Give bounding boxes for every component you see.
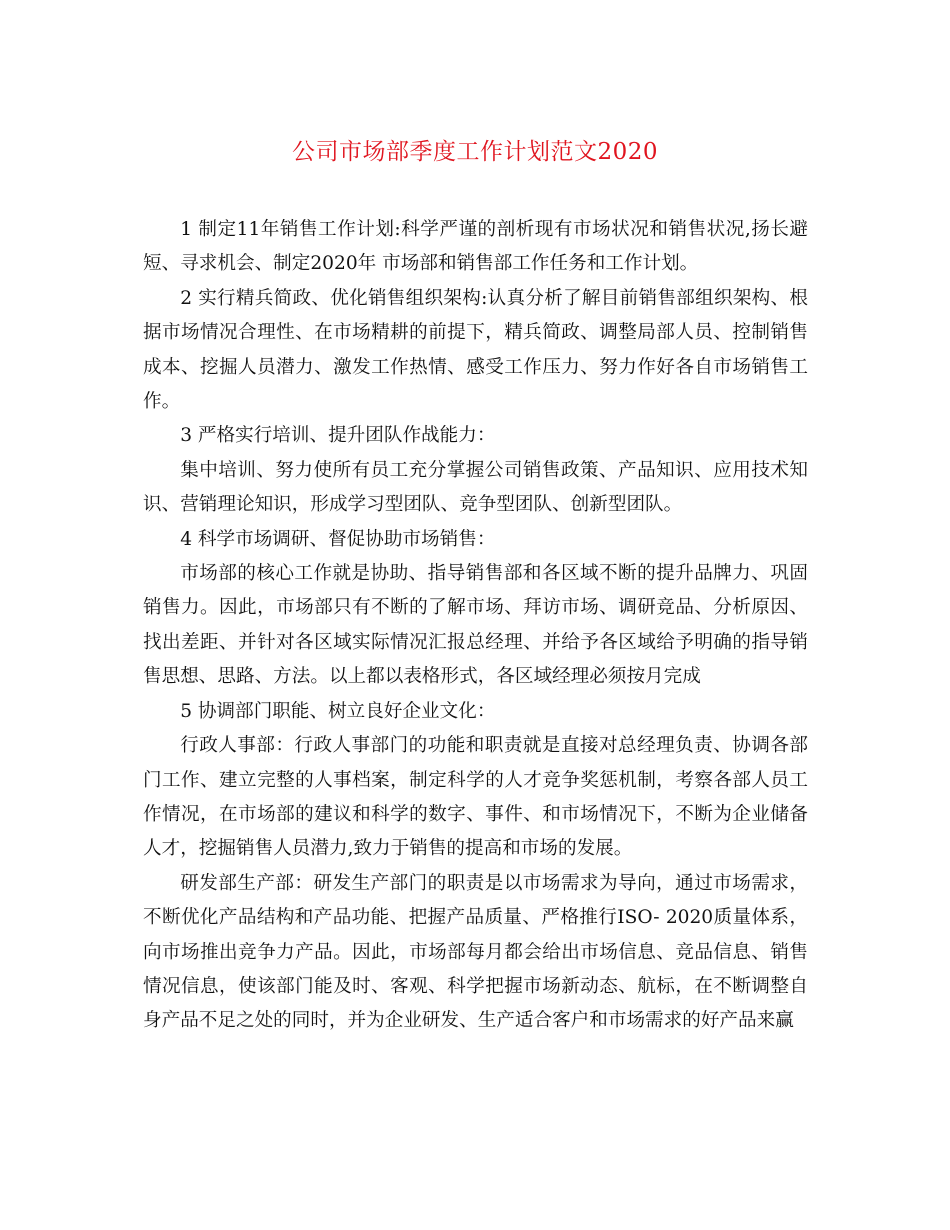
document-title: 公司市场部季度工作计划范文2020 — [291, 139, 659, 165]
paragraph-5: 4 科学市场调研、督促协助市场销售： — [180, 528, 496, 550]
paragraph-8: 行政人事部：行政人事部门的功能和职责就是直接对总经理负责、协调各部门工作、建立完整的人事档案，制定科学的人才竞争奖惩机制，考察各部人员工作情况，在市场部的建议和科学的数字、事件、和市场情况下，不断为企业储备人才，挖掘销售人员潜力,致力于销售的提高和市场的发展。 — [143, 735, 808, 860]
document-body — [143, 213, 808, 1039]
paragraph-3: 3 严格实行培训、提升团队作战能力： — [180, 425, 496, 447]
paragraph-6: 市场部的核心工作就是协助、指导销售部和各区域不断的提升品牌力、巩固销售力。因此，市场部只有不断的了解市场、拜访市场、调研竞品、分析原因、找出差距、并针对各区域实际情况汇报总经理、并给予各区域给予明确的指导销售思想、思路、方法。以上都以表格形式，各区域经理必须按月完成 — [143, 563, 808, 688]
paragraph-2: 2 实行精兵简政、优化销售组织架构:认真分析了解目前销售部组织架构、根据市场情况合理性、在市场精耕的前提下，精兵简政、调整局部人员、控制销售成本、挖掘人员潜力、激发工作热情、感受工作压力、努力作好各自市场销售工作。 — [143, 287, 808, 413]
paragraph-4: 集中培训、努力使所有员工充分掌握公司销售政策、产品知识、应用技术知识、营销理论知识，形成学习型团队、竞争型团队、创新型团队。 — [143, 459, 808, 516]
paragraph-7: 5 协调部门职能、树立良好企业文化： — [180, 700, 496, 722]
paragraph-9: 研发部生产部：研发生产部门的职责是以市场需求为导向，通过市场需求，不断优化产品结构和产品功能、把握产品质量、严格推行ISO- 2020质量体系，向市场推出竞争力产品。因此，市场部每月都会给出市场信息、竞品信息、销售情况信息，使该部门能及时、客观、科学把握市场新动态、航标，在不断调整自身产品不足之处的同时，并为企业研发、生产适合客户和市场需求的好产品来赢 — [143, 872, 808, 1032]
paragraph-1: 1 制定11年销售工作计划:科学严谨的剖析现有市场状况和销售状况,扬长避短、寻求机会、制定2020年 市场部和销售部工作任务和工作计划。 — [143, 219, 808, 275]
